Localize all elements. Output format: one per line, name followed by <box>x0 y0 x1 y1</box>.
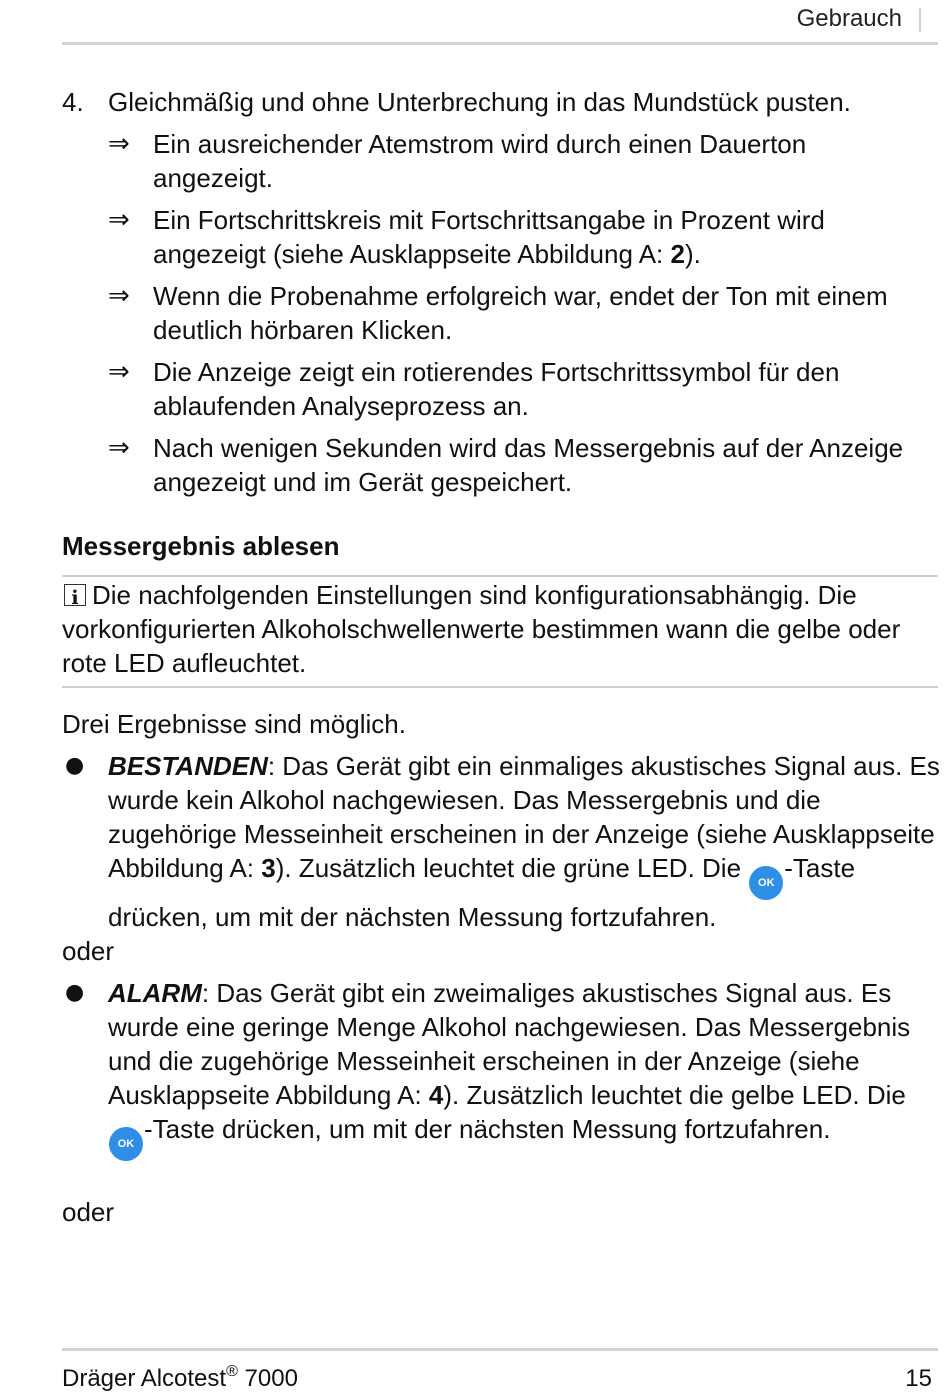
header-rule <box>62 42 938 45</box>
section-title: Messergebnis ablesen <box>62 531 340 561</box>
page-number: 15 <box>905 1365 932 1392</box>
figure-reference: 2 <box>670 239 685 269</box>
result-description-cont: ). Zusätzlich leuchtet die gelbe LED. Die <box>443 1080 906 1110</box>
result-arrow-icon: ⇒ <box>108 281 130 311</box>
result-description: : Das Gerät gibt ein zweimaliges akustisches Signal aus. Es wurde eine geringe Menge Alkohol nachgewiesen. Das Messergebnis und die zugehörige Messeinheit erscheinen in der Anzeige (siehe Ausklappseite Abbildung A: <box>108 978 911 1110</box>
result-text-end: ). <box>684 239 701 269</box>
result-arrow-icon: ⇒ <box>108 357 130 387</box>
result-item <box>108 127 908 195</box>
separator-oder: oder <box>62 936 115 966</box>
footer-model: 7000 <box>237 1365 298 1392</box>
registered-mark: ® <box>226 1363 238 1380</box>
result-alarm <box>62 976 942 1161</box>
result-keyword: BESTANDEN <box>108 751 268 781</box>
result-text: Nach wenigen Sekunden wird das Messergebnis auf der Anzeige angezeigt und im Gerät gespeichert. <box>153 433 904 497</box>
result-item <box>108 355 908 423</box>
result-text: Die Anzeige zeigt ein rotierendes Fortschrittssymbol für den ablaufenden Analyseprozess an. <box>153 357 840 421</box>
ok-button-icon: OK <box>749 866 783 900</box>
info-icon <box>64 584 86 606</box>
step-4 <box>62 85 932 119</box>
result-arrow-icon: ⇒ <box>108 433 130 463</box>
info-text: Die nachfolgenden Einstellungen sind konfigurationsabhängig. Die vorkonfigurierten Alkoholschwellenwerte bestimmen wann die gelbe oder rote LED aufleuchtet. <box>62 580 901 678</box>
step-number: 4. <box>62 87 84 117</box>
step-text: Gleichmäßig und ohne Unterbrechung in das Mundstück pusten. <box>108 87 851 117</box>
footer-rule <box>62 1348 938 1351</box>
result-item <box>108 431 908 499</box>
result-item <box>108 279 908 347</box>
result-keyword: ALARM <box>108 978 202 1008</box>
result-text: Ein Fortschrittskreis mit Fortschrittsangabe in Prozent wird angezeigt (siehe Ausklappseite Abbildung A: <box>153 205 825 269</box>
header-divider <box>919 8 921 32</box>
result-arrow-icon: ⇒ <box>108 129 130 159</box>
figure-reference: 3 <box>261 853 276 883</box>
result-bestanden <box>62 749 942 934</box>
info-rule-top <box>62 575 938 577</box>
header-section-title: Gebrauch <box>796 5 902 32</box>
info-rule-bottom <box>62 686 938 688</box>
info-note <box>62 578 938 680</box>
step-results <box>108 127 908 507</box>
ok-button-icon: OK <box>109 1127 143 1161</box>
bullet-icon: ● <box>65 980 85 1005</box>
result-text: Wenn die Probenahme erfolgreich war, endet der Ton mit einem deutlich hörbaren Klicken. <box>153 281 888 345</box>
result-description: : Das Gerät gibt ein einmaliges akustisches Signal aus. Es wurde kein Alkohol nachgewiesen. Das Messergebnis und die zugehörige Messeinheit erscheinen in der Anzeige (siehe Ausklappseite Abbildung A: <box>108 751 940 883</box>
result-description-end: -Taste drücken, um mit der nächsten Messung fortzufahren. <box>108 853 856 932</box>
results-intro: Drei Ergebnisse sind möglich. <box>62 709 406 739</box>
bullet-icon: ● <box>65 753 85 778</box>
result-description-end: -Taste drücken, um mit der nächsten Messung fortzufahren. <box>144 1114 831 1144</box>
result-item <box>108 203 908 271</box>
footer-product <box>62 1365 298 1393</box>
result-description-cont: ). Zusätzlich leuchtet die grüne LED. Die <box>275 853 749 883</box>
separator-oder: oder <box>62 1197 115 1227</box>
result-arrow-icon: ⇒ <box>108 205 130 235</box>
result-text: Ein ausreichender Atemstrom wird durch einen Dauerton angezeigt. <box>153 129 807 193</box>
footer-brand: Dräger Alcotest <box>62 1365 227 1392</box>
figure-reference: 4 <box>428 1080 444 1110</box>
